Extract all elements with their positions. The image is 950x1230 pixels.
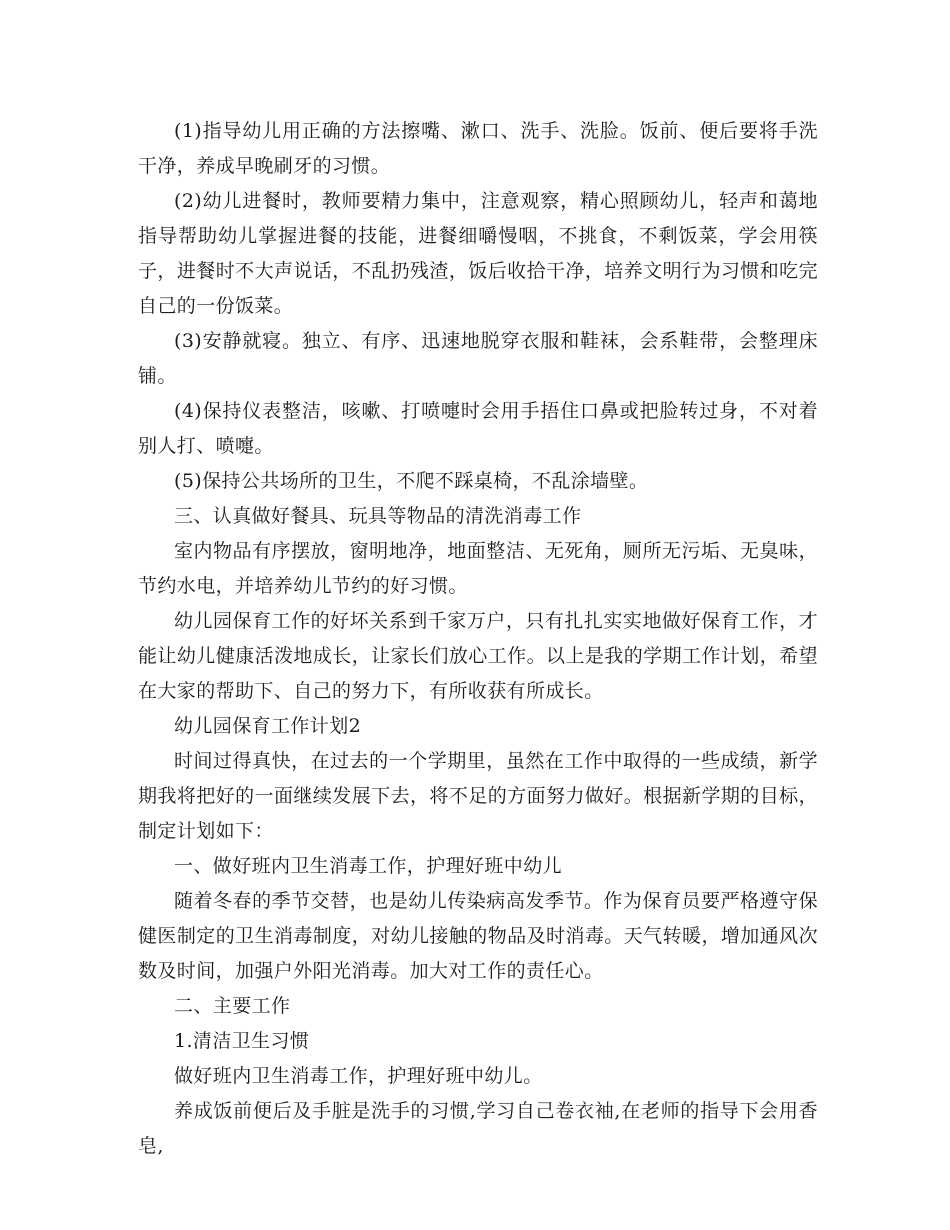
paragraph-indoor: 室内物品有序摆放，窗明地净，地面整洁、无死角，厕所无污垢、无臭味，节约水电，并培养幼儿节约的好习惯。 [138,540,818,597]
paragraph-class-care: 做好班内卫生消毒工作，护理好班中幼儿。 [174,1065,543,1087]
paragraph-hygiene-2: (2)幼儿进餐时，教师要精力集中，注意观察，精心照顾幼儿，轻声和蔼地指导帮助幼儿掌握进餐的技能，进餐细嚼慢咽，不挑食，不剩饭菜，学会用筷子，进餐时不大声说话，不乱扔残渣，饭后收拾干净，培养文明行为习惯和吃完自己的一份饭菜。 [138,190,818,317]
paragraph-conclusion: 幼儿园保育工作的好坏关系到千家万户，只有扎扎实实地做好保育工作，才能让幼儿健康活泼地成长，让家长们放心工作。以上是我的学期工作计划，希望在大家的帮助下、自己的努力下，有所收获有所成长。 [138,610,818,702]
document-body [138,114,818,1164]
subheading-cleanliness: 1.清洁卫生习惯 [174,1030,310,1052]
paragraph-season: 随着冬春的季节交替，也是幼儿传染病高发季节。作为保育员要严格遵守保健医制定的卫生消毒制度，对幼儿接触的物品及时消毒。天气转暖，增加通风次数及时间，加强户外阳光消毒。加大对工作的责任心。 [138,890,818,982]
paragraph-hygiene-4: (4)保持仪表整洁，咳嗽、打喷嚏时会用手捂住口鼻或把脸转过身，不对着别人打、喷嚏。 [138,400,818,457]
paragraph-handwashing: 养成饭前便后及手脏是洗手的习惯,学习自己卷衣袖,在老师的指导下会用香皂, [138,1100,818,1157]
paragraph-hygiene-3: (3)安静就寝。独立、有序、迅速地脱穿衣服和鞋袜，会系鞋带，会整理床铺。 [138,330,818,387]
plan-title-2: 幼儿园保育工作计划2 [174,715,362,737]
paragraph-intro: 时间过得真快，在过去的一个学期里，虽然在工作中取得的一些成绩，新学期我将把好的一面继续发展下去，将不足的方面努力做好。根据新学期的目标，制定计划如下： [138,750,818,842]
section-heading-class-hygiene: 一、做好班内卫生消毒工作，护理好班中幼儿 [174,855,563,877]
section-heading-main-work: 二、主要工作 [174,995,291,1017]
paragraph-hygiene-1: (1)指导幼儿用正确的方法擦嘴、漱口、洗手、洗脸。饭前、便后要将手洗干净，养成早晚刷牙的习惯。 [138,120,818,177]
paragraph-hygiene-5: (5)保持公共场所的卫生，不爬不踩桌椅，不乱涂墙壁。 [174,470,649,492]
section-heading-disinfection: 三、认真做好餐具、玩具等物品的清洗消毒工作 [174,505,582,527]
